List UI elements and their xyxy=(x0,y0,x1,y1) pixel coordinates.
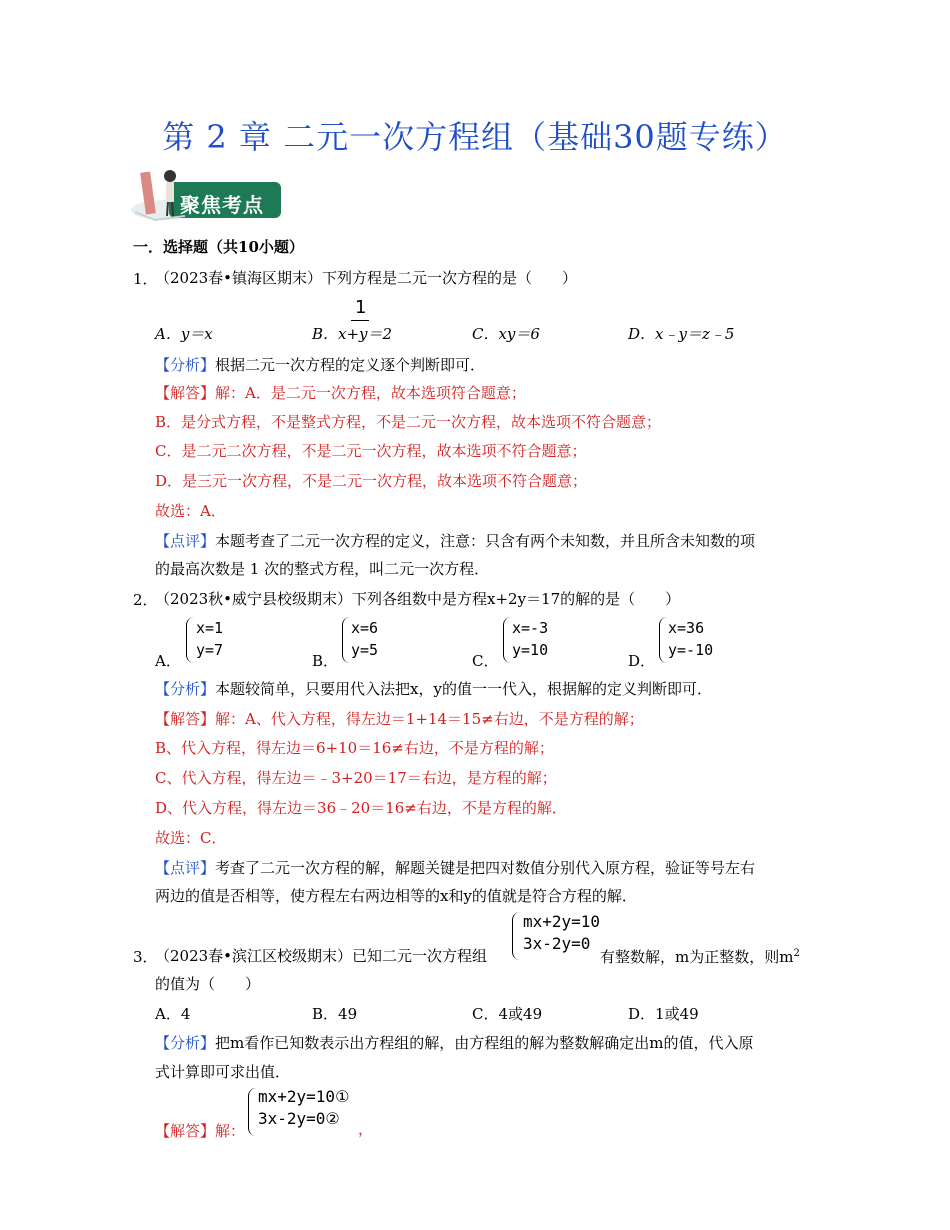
brace-icon xyxy=(248,1088,256,1136)
answer-text: 解：A．是二元一次方程，故本选项符合题意； xyxy=(215,384,526,402)
q2-answer-line-3: C、代入方程，得左边＝﹣3+20＝17＝右边，是方程的解； xyxy=(155,769,557,787)
q1-analysis xyxy=(155,355,485,375)
q1-answer-line-1 xyxy=(155,383,526,403)
answer-text: 解：A、代入方程，得左边＝1+14＝15≠右边，不是方程的解； xyxy=(215,710,644,728)
q3-system xyxy=(523,911,600,955)
analysis-tag: 【分析】 xyxy=(155,1034,216,1052)
equation: y=5 xyxy=(351,641,379,659)
analysis-text: 把m看作已知数表示出方程组的解，由方程组的解为整数解确定出m的值，代入原 xyxy=(215,1034,754,1052)
q1-option-d: D．x﹣y＝z﹣5 xyxy=(628,325,735,343)
q3-analysis-line-2: 式计算即可求出值． xyxy=(155,1063,291,1081)
banner-text: 聚焦考点 xyxy=(180,193,264,217)
q2-comment-line-1 xyxy=(155,858,755,878)
q1-option-b: B．x+y＝2 xyxy=(312,325,393,343)
equation: x=-3 xyxy=(512,619,549,637)
q2-stem: （2023秋•威宁县校级期末）下列各组数中是方程x+2y＝17的解的是（ ） xyxy=(155,590,681,608)
section-heading: 一．选择题（共10小题） xyxy=(133,238,304,256)
q3-stem-b xyxy=(600,946,800,967)
q2-option-b-system xyxy=(351,617,378,661)
equation: x=1 xyxy=(196,619,224,637)
q1-number: 1． xyxy=(133,270,158,288)
superscript: 2 xyxy=(793,948,800,959)
q3-answer-system xyxy=(258,1086,349,1130)
q2-answer-line-5: 故选：C． xyxy=(155,829,227,847)
q3-answer xyxy=(155,1121,245,1141)
q3-stem-c: 的值为（ ） xyxy=(155,975,261,993)
equation: y=7 xyxy=(196,641,224,659)
q2-option-c-system xyxy=(512,617,548,661)
q1-stem: （2023春•镇海区期末）下列方程是二元一次方程的是（ ） xyxy=(155,269,578,287)
page-title: 第 2 章 二元一次方程组（基础30题专练） xyxy=(162,118,788,156)
q1-option-c: C．xy＝6 xyxy=(472,325,540,343)
comment-text: 本题考查了二元一次方程的定义，注意：只含有两个未知数，并且所含未知数的项 xyxy=(215,532,756,550)
q2-analysis xyxy=(155,679,712,699)
answer-tag: 【解答】 xyxy=(155,384,216,402)
analysis-tag: 【分析】 xyxy=(155,680,216,698)
q3-option-c: C．4或49 xyxy=(472,1005,543,1023)
q1-comment-line-1 xyxy=(155,531,755,551)
answer-text: 解： xyxy=(215,1122,246,1140)
equation: x=36 xyxy=(668,619,705,637)
q1-answer-line-3: C．是二元二次方程，不是二元一次方程，故本选项不符合题意； xyxy=(155,442,587,460)
analysis-text: 本题较简单，只要用代入法把x，y的值一一代入，根据解的定义判断即可． xyxy=(215,680,712,698)
q2-answer-line-2: B、代入方程，得左边＝6+10＝16≠右边，不是方程的解； xyxy=(155,739,554,757)
q1-optB-fraction-bar xyxy=(351,320,369,321)
answer-tag: 【解答】 xyxy=(155,1122,216,1140)
q2-comment-line-2: 两边的值是否相等，使方程左右两边相等的x和y的值就是符合方程的解． xyxy=(155,887,637,905)
q3-number: 3． xyxy=(133,948,158,966)
q2-option-b-label: B． xyxy=(312,652,339,670)
equation: y=10 xyxy=(512,641,549,659)
q1-answer-line-5: 故选：A． xyxy=(155,502,226,520)
brace-icon xyxy=(512,912,520,960)
brace-icon xyxy=(659,617,667,663)
analysis-tag: 【分析】 xyxy=(155,356,216,374)
q2-answer-line-4: D、代入方程，得左边＝36﹣20＝16≠右边，不是方程的解． xyxy=(155,799,567,817)
q1-answer-line-2: B．是分式方程，不是整式方程，不是二元一次方程，故本选项不符合题意； xyxy=(155,413,662,431)
q3-option-d: D．1或49 xyxy=(628,1005,699,1023)
brace-icon xyxy=(342,617,350,663)
equation: y=-10 xyxy=(668,641,714,659)
comment-tag: 【点评】 xyxy=(155,532,216,550)
equation: mx+2y=10① xyxy=(258,1087,350,1106)
brace-icon xyxy=(186,617,194,663)
q2-option-a-label: A． xyxy=(155,652,181,670)
q2-answer-line-1 xyxy=(155,709,644,729)
equation: 3x-2y=0② xyxy=(258,1109,340,1128)
q1-answer-line-4: D．是三元一次方程，不是二元一次方程，故本选项不符合题意； xyxy=(155,472,588,490)
q1-optB-fraction-numerator: 1 xyxy=(355,297,367,318)
analysis-text: 根据二元一次方程的定义逐个判断即可． xyxy=(215,356,486,374)
brace-icon xyxy=(503,617,511,663)
equation: x=6 xyxy=(351,619,379,637)
q2-option-c-label: C． xyxy=(472,652,499,670)
q1-option-a: A．y＝x xyxy=(155,325,213,343)
q2-option-d-label: D． xyxy=(628,652,656,670)
q3-option-a: A．4 xyxy=(155,1005,191,1023)
q3-stem-a: （2023春•滨江区校级期末）已知二元一次方程组 xyxy=(155,947,488,965)
comment-text: 考查了二元一次方程的解，解题关键是把四对数值分别代入原方程，验证等号左右 xyxy=(215,859,756,877)
stem-text: 有整数解，m为正整数，则m xyxy=(600,948,794,966)
comment-tag: 【点评】 xyxy=(155,859,216,877)
equation: mx+2y=10 xyxy=(523,912,601,931)
equation: 3x-2y=0 xyxy=(523,934,591,953)
q2-option-d-system xyxy=(668,617,713,661)
q2-option-a-system xyxy=(196,617,223,661)
q2-number: 2． xyxy=(133,591,158,609)
q3-analysis-line-1 xyxy=(155,1033,753,1053)
focus-banner xyxy=(125,160,290,225)
q3-option-b: B．49 xyxy=(312,1005,358,1023)
answer-tag: 【解答】 xyxy=(155,710,216,728)
q1-comment-line-2: 的最高次数是 1 次的整式方程，叫二元一次方程． xyxy=(155,560,490,578)
q3-answer-comma: ， xyxy=(358,1120,374,1138)
